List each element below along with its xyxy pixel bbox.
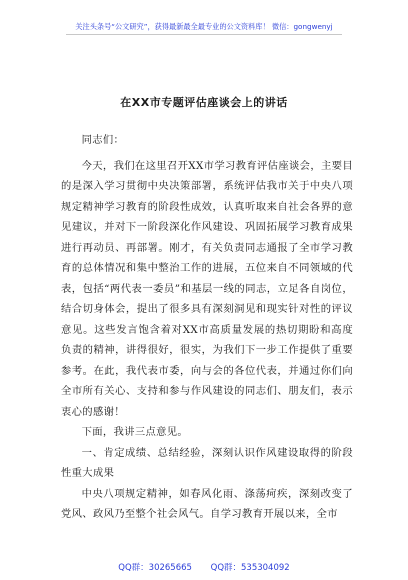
footer-qq-group-1: QQ群：30265665 [118,563,192,573]
header-note: 关注头条号“公文研究”，获得最新最全最专业的公文资料库！ 微信：gongwenyj [75,22,333,31]
footer [0,561,408,573]
body-paragraph-2: 下面，我讲三点意见。 [81,426,189,438]
footer-qq-group-2: QQ群：535304092 [210,563,290,573]
document-body [61,130,353,525]
section-heading-1: 一、肯定成绩、总结经验，深刻认识作风建设取得的阶段性重大成果 [61,446,353,479]
salutation: 同志们： [81,134,125,146]
body-paragraph-1: 今天，我们在这里召开XX市学习教育评估座谈会，主要目的是深入学习贯彻中央决策部署，系统评估我市关于中央八项规定精神学习教育的阶段性成效，认真听取来自社会各界的意见建议，并对下一阶段深化作风建设、巩固拓展学习教育成果进行再动员、再部署。刚才，有关负责同志通报了全市学习教育的总体情况和集中整治工作的进展，五位来自不同领域的代表，包括“两代表一委员”和基层一线的同志，立足各自岗位，结合切身体会，提出了很多具有深刻洞见和现实针对性的评议意见。这些发言饱含着对XX市高质量发展的热切期盼和高度负责的精神，讲得很好，很实，为我们下一步工作提供了重要参考。在此，我代表市委，向与会的各位代表，并通过你们向全市所有关心、支持和参与作风建设的同志们、朋友们，表示衷心的感谢！ [61,159,353,418]
header-divider [66,34,342,35]
document-title: 在XX市专题评估座谈会上的讲话 [120,96,288,109]
body-paragraph-3: 中央八项规定精神，如春风化雨、涤荡疴疾，深刻改变了党风、政风乃至整个社会风气。自学习教育开展以来，全市 [61,487,353,520]
